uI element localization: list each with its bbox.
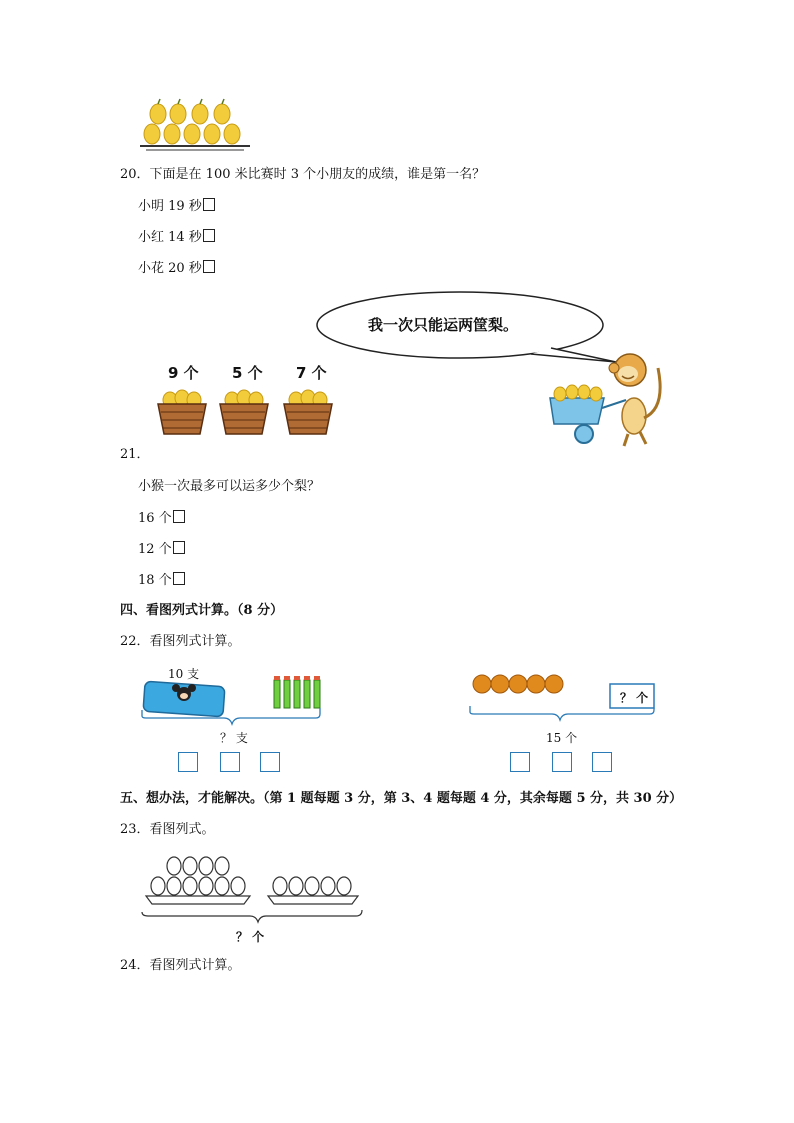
option-label: 小花 20 秒 [138, 261, 202, 276]
option-row [138, 229, 215, 246]
basket-label: 7 个 [296, 364, 327, 382]
question-24 [120, 958, 241, 974]
basket-icon [282, 388, 334, 436]
question-text: 看图列式计算。 [149, 634, 241, 649]
option-label: 16 个 [138, 511, 172, 526]
figure-label: 15 个 [546, 731, 578, 745]
speech-text: 我一次只能运两筐梨。 [368, 316, 519, 334]
answer-box[interactable] [260, 752, 280, 772]
question-number: 23． [120, 822, 150, 837]
answer-checkbox[interactable] [173, 510, 185, 523]
answer-checkbox[interactable] [173, 572, 185, 585]
unknown-box-label: ？ 个 [620, 691, 649, 705]
question-number: 24． [120, 958, 150, 973]
answer-box[interactable] [592, 752, 612, 772]
question-number: 22． [120, 634, 150, 649]
option-row [138, 260, 215, 277]
question-21-number: 21． [120, 447, 150, 462]
basket-icon [156, 388, 208, 436]
question-20 [120, 167, 485, 183]
basket-label: 9 个 [168, 364, 199, 382]
option-label: 12 个 [138, 542, 172, 557]
option-row [138, 541, 185, 558]
answer-checkbox[interactable] [203, 198, 215, 211]
figure-label: 10 支 [168, 667, 200, 681]
figure-label: ？ 个 [236, 930, 265, 944]
pear-tray-image [138, 96, 258, 156]
answer-checkbox[interactable] [203, 229, 215, 242]
basket-label: 5 个 [232, 364, 263, 382]
question-21-text: 小猴一次最多可以运多少个梨？ [138, 479, 321, 494]
option-label: 小明 19 秒 [138, 199, 202, 214]
option-row [138, 510, 185, 527]
question-number: 20． [120, 167, 150, 182]
section-heading: 四、看图列式计算。（8 分） [120, 603, 284, 618]
option-label: 18 个 [138, 573, 172, 588]
question-text: 看图列式计算。 [149, 958, 241, 973]
monkey-cart-image [544, 348, 674, 448]
figure-label: ？ 支 [220, 731, 248, 745]
basket-icon [218, 388, 270, 436]
section-heading: 五、想办法，才能解决。（第 1 题每题 3 分，第 3、4 题每题 4 分，其余每题 5 分，共 30 分） [120, 791, 683, 806]
answer-checkbox[interactable] [203, 260, 215, 273]
answer-box[interactable] [510, 752, 530, 772]
question-text: 下面是在 100 米比赛时 3 个小朋友的成绩，谁是第一名？ [149, 167, 486, 182]
option-label: 小红 14 秒 [138, 230, 202, 245]
question-text: 看图列式。 [149, 822, 215, 837]
option-row [138, 198, 215, 215]
question-22 [120, 634, 241, 650]
option-row [138, 572, 185, 589]
pear-plates-figure [140, 852, 370, 932]
answer-box[interactable] [220, 752, 240, 772]
answer-checkbox[interactable] [173, 541, 185, 554]
answer-box[interactable] [178, 752, 198, 772]
answer-box[interactable] [552, 752, 572, 772]
question-23 [120, 822, 215, 838]
